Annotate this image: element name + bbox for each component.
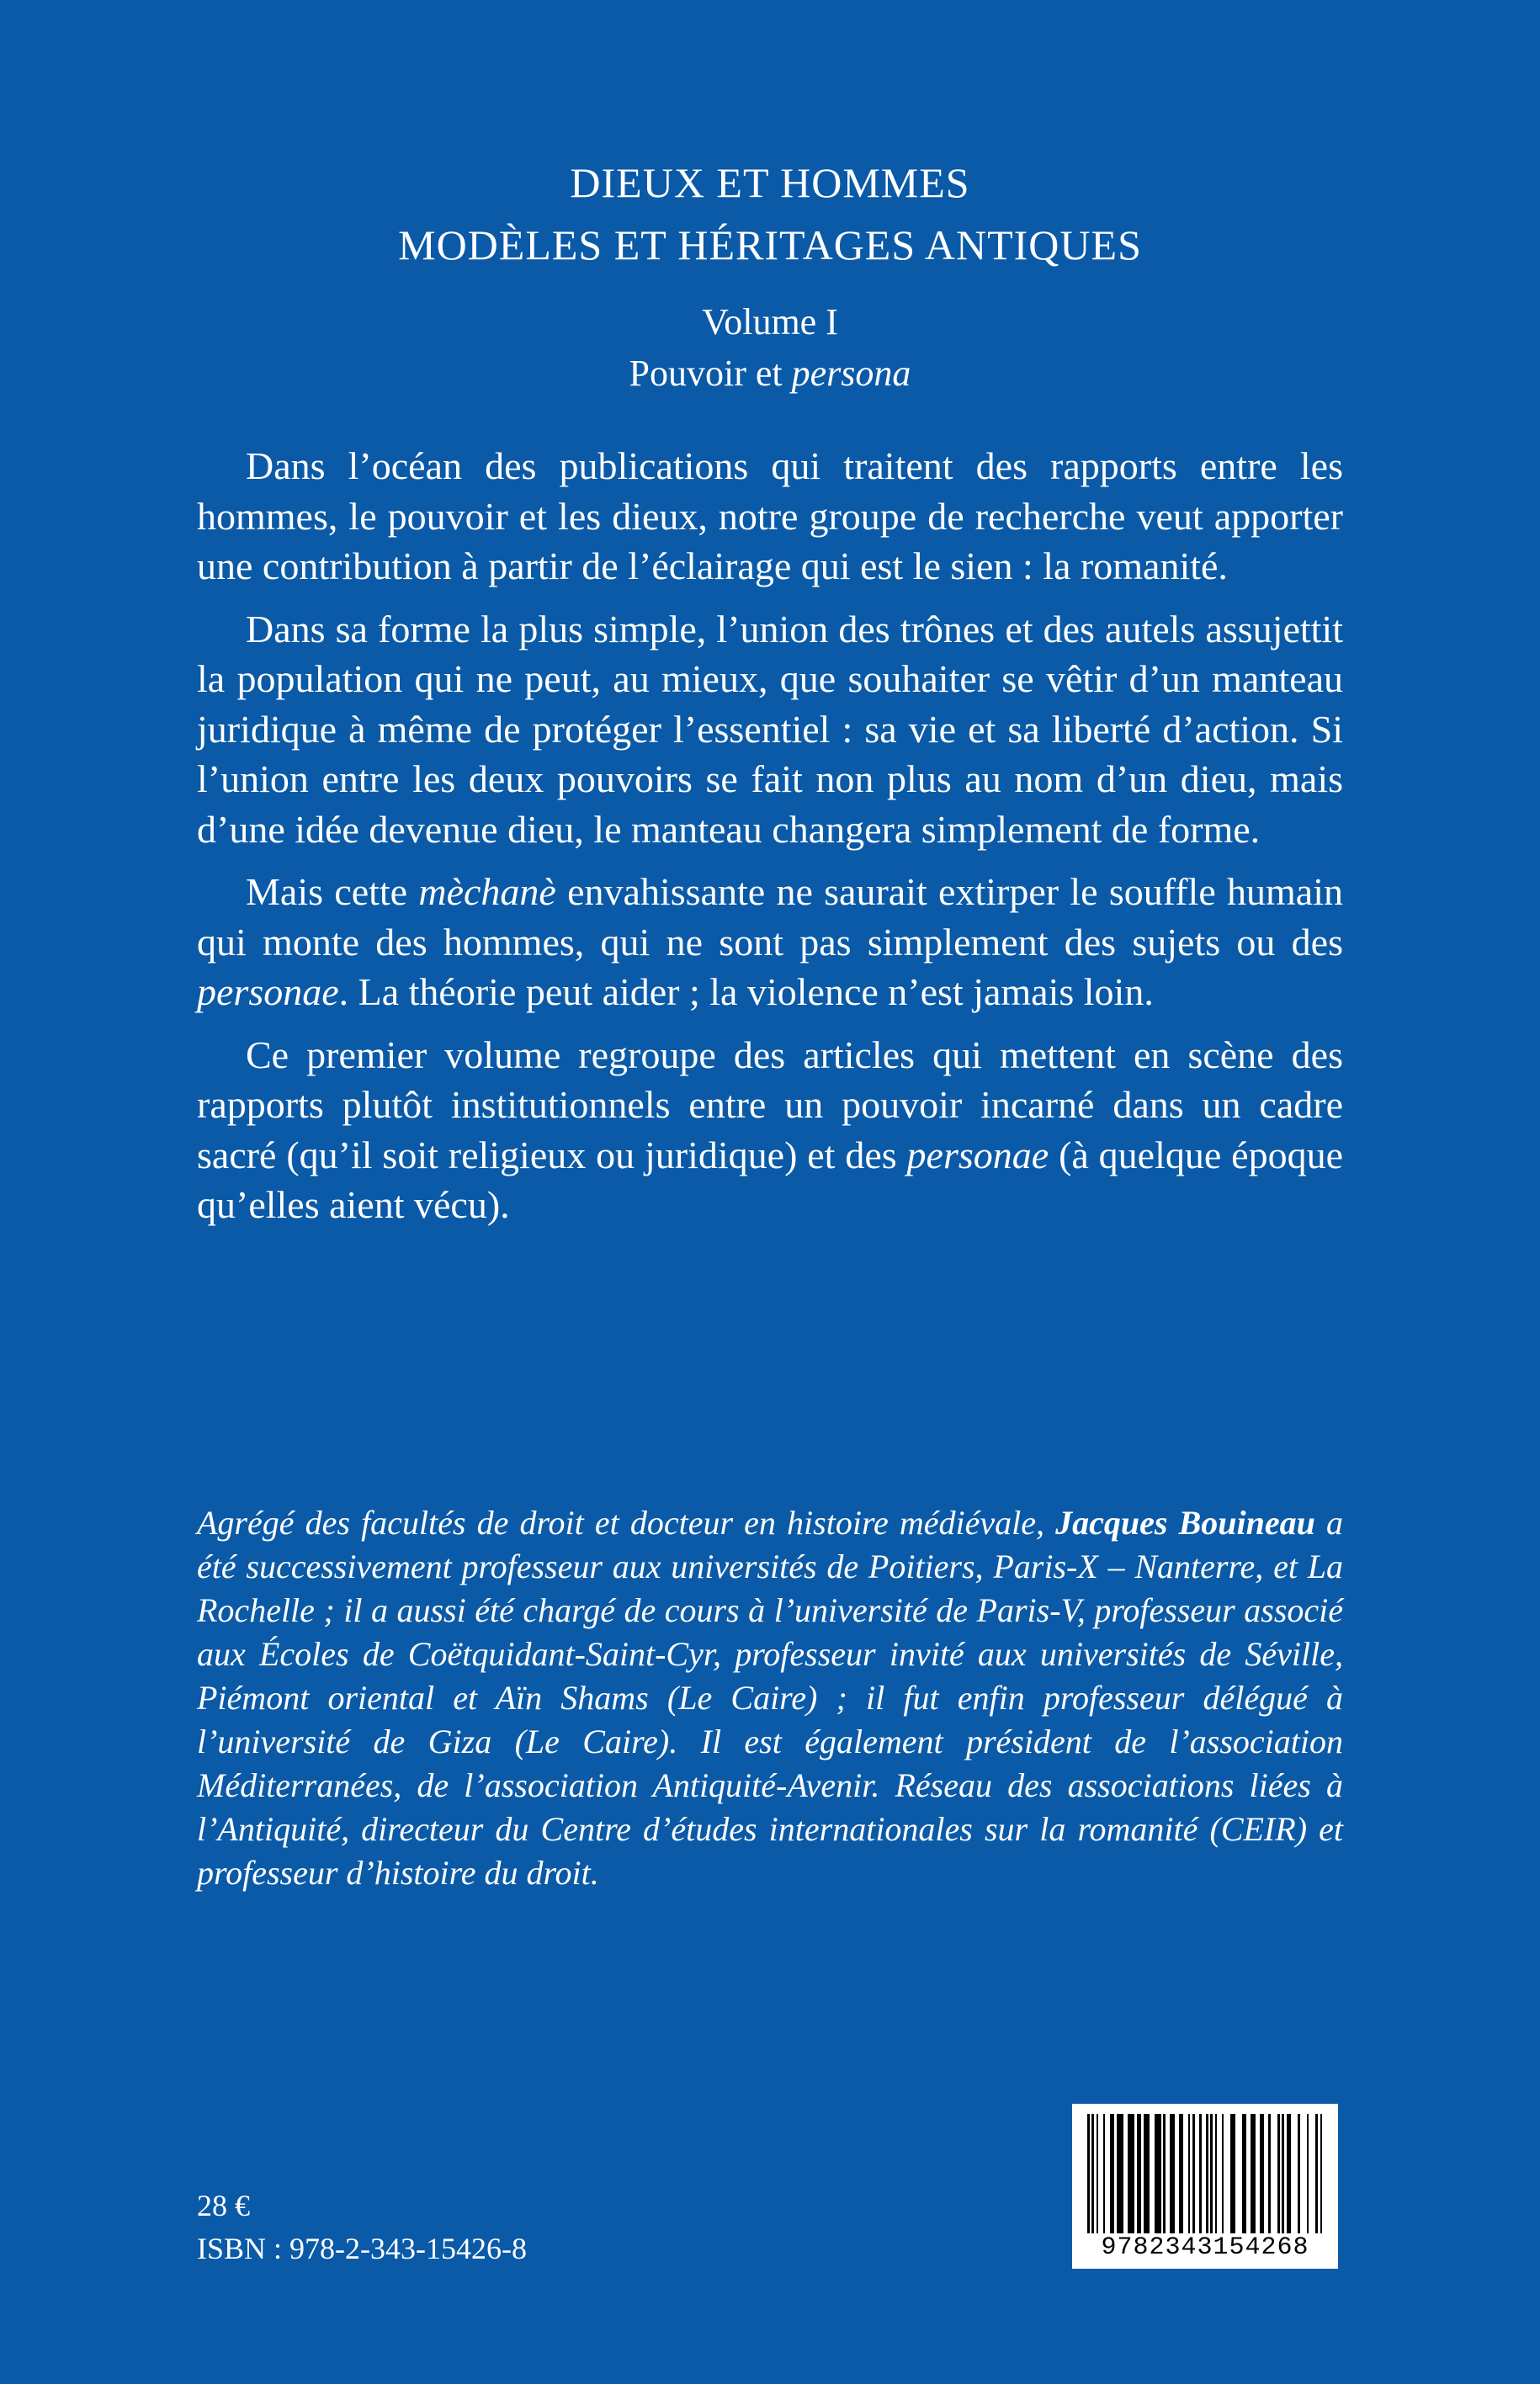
barcode-bar: [1144, 2114, 1150, 2233]
barcode-bar: [1260, 2114, 1264, 2233]
author-name: Jacques Bouineau: [1055, 1504, 1315, 1542]
p3-italic-mechane: mèchanè: [418, 870, 556, 913]
p3-italic-personae: personae: [197, 970, 339, 1013]
barcode-bar: [1277, 2114, 1280, 2233]
barcode-bar: [1320, 2114, 1323, 2233]
barcode-bar: [1215, 2114, 1218, 2233]
barcode-bar: [1110, 2114, 1114, 2233]
barcode-bar: [1192, 2114, 1195, 2233]
barcode: [1072, 2104, 1338, 2269]
volume-subtitle: [0, 352, 1540, 395]
p3-text-c: envahissante ne saurait extirper le souffle humain qui monte des hommes, qui ne sont pas simplement des sujets ou des: [197, 870, 1343, 964]
blurb-paragraph-3: [197, 867, 1343, 1017]
book-title-line2: MODÈLES ET HÉRITAGES ANTIQUES: [398, 221, 1142, 268]
barcode-bar: [1188, 2114, 1191, 2233]
barcode-bar: [1097, 2114, 1099, 2233]
p4-text-c: (à quelque époque qu’elles aient vécu).: [197, 1133, 1343, 1226]
barcode-bar: [1091, 2114, 1094, 2233]
barcode-bar: [1242, 2114, 1246, 2233]
barcode-bar: [1315, 2114, 1318, 2233]
blurb: [197, 441, 1343, 1243]
author-bio: [197, 1501, 1343, 1895]
barcode-bar: [1128, 2114, 1134, 2233]
bio-rest: a été successivement professeur aux universités de Poitiers, Paris-X – Nanterre, et La Rochelle ; il a aussi été chargé de cours à l’université de Paris-V, professeur associé aux Écoles de Coëtquidant-Saint-Cyr, professeur invité aux universités de Séville, Piémont oriental et Aïn Shams (Le Caire) ; il fut enfin professeur délégué à l’université de Giza (Le Caire). Il est également président de l’association Méditerranées, de l’association Antiquité-Avenir. Réseau des associations liées à l’Antiquité, directeur du Centre d’études internationales sur la romanité (CEIR) et professeur d’histoire du droit.: [197, 1504, 1344, 1892]
blurb-paragraph-1: Dans l’océan des publications qui traitent des rapports entre les hommes, le pouvoir et les dieux, notre groupe de recherche veut apporter une contribution à partir de l’éclairage qui est le sien : la romanité.: [197, 444, 1343, 587]
book-title-line1: DIEUX ET HOMMES: [570, 159, 970, 206]
barcode-bar: [1251, 2114, 1255, 2233]
barcode-number: 9782343154268: [1101, 2233, 1309, 2262]
barcode-bar: [1206, 2114, 1208, 2233]
barcode-bar: [1137, 2114, 1141, 2233]
barcode-bar: [1268, 2114, 1271, 2233]
barcode-bar: [1170, 2114, 1174, 2233]
subtitle-italic: persona: [791, 353, 911, 394]
volume-label: Volume I: [702, 301, 838, 342]
barcode-bars: [1087, 2114, 1325, 2233]
barcode-bar: [1103, 2114, 1106, 2233]
barcode-bar: [1210, 2114, 1213, 2233]
barcode-bar: [1179, 2114, 1183, 2233]
p3-text-e: . La théorie peut aider ; la violence n’est jamais loin.: [338, 970, 1154, 1013]
bio-intro: Agrégé des facultés de droit et docteur en histoire médiévale,: [197, 1504, 1056, 1542]
barcode-bar: [1282, 2114, 1284, 2233]
barcode-bar: [1199, 2114, 1202, 2233]
price: 28 €: [197, 2189, 250, 2222]
author-bio-paragraph: [197, 1501, 1343, 1895]
p4-text-a: Ce premier volume regroupe des articles qui mettent en scène des rapports plutôt institutionnels entre un pouvoir incarné dans un cadre sacré (qu’il soit religieux ou juridique) et des: [197, 1033, 1343, 1176]
barcode-bar: [1087, 2114, 1090, 2233]
barcode-bar: [1117, 2114, 1123, 2233]
isbn: ISBN : 978-2-343-15426-8: [197, 2232, 527, 2265]
blurb-paragraph-2: Dans sa forme la plus simple, l’union des trônes et des autels assujettit la population qui ne peut, au mieux, que souhaiter se vêtir d’un manteau juridique à même de protéger l’essentiel : sa vie et sa liberté d’action. Si l’union entre les deux pouvoirs se fait non plus au nom d’un dieu, mais d’une idée devenue dieu, le manteau changera simplement de forme.: [197, 607, 1343, 851]
barcode-bar: [1230, 2114, 1235, 2233]
barcode-bar: [1222, 2114, 1224, 2233]
barcode-bar: [1155, 2114, 1161, 2233]
subtitle-roman: Pouvoir et: [629, 353, 792, 394]
barcode-bar: [1287, 2114, 1291, 2233]
p4-italic-personae: personae: [906, 1133, 1049, 1176]
barcode-bar: [1163, 2114, 1166, 2233]
blurb-paragraph-4: [197, 1030, 1343, 1230]
barcode-bar: [1307, 2114, 1309, 2233]
p3-text-a: Mais cette: [246, 870, 419, 913]
barcode-bar: [1298, 2114, 1300, 2233]
